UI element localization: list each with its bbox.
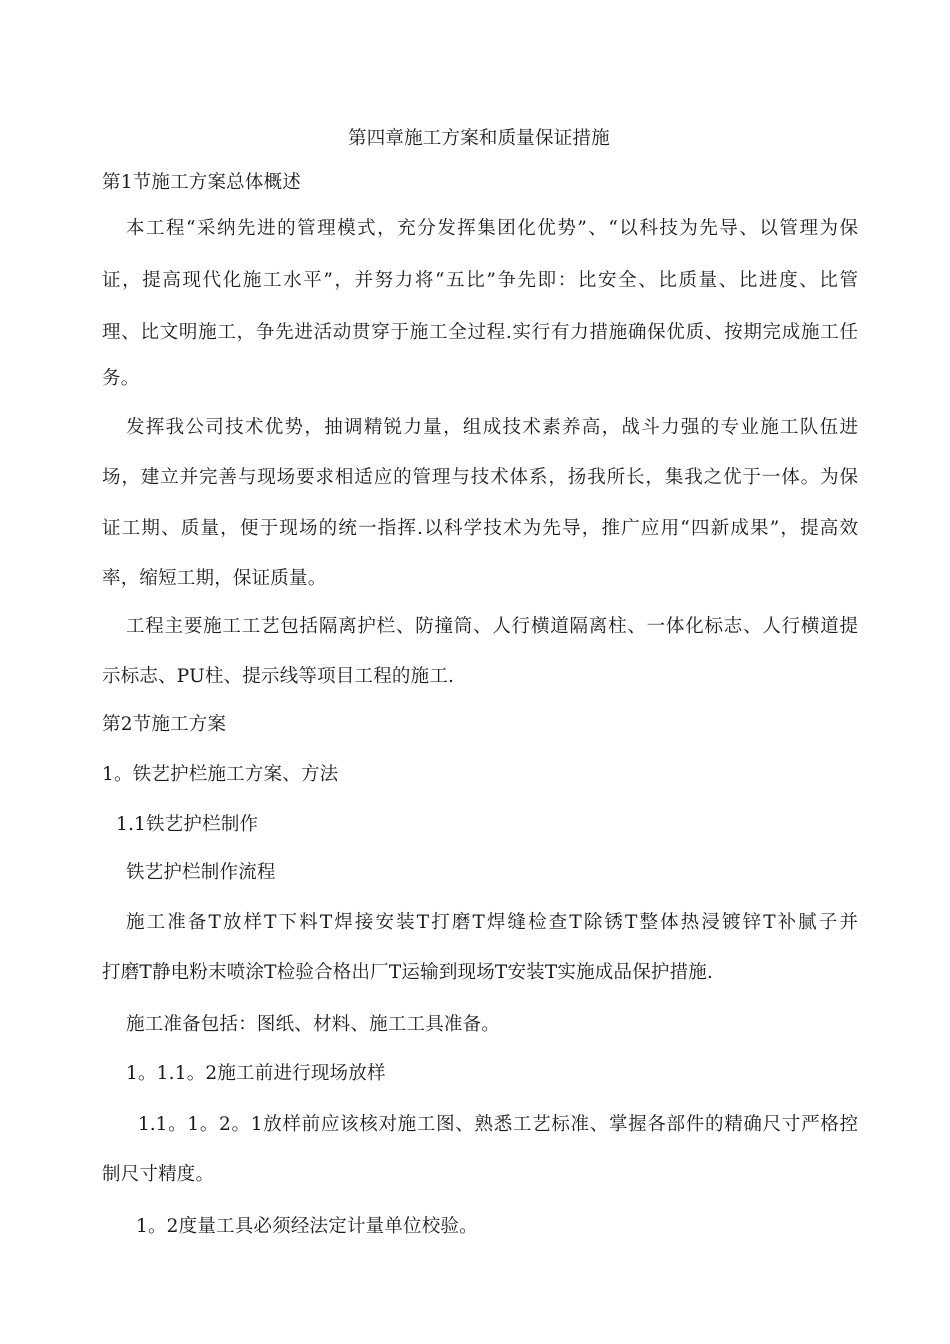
para3-line1: 工程主要施工工艺包括隔离护栏、防撞筒、人行横道隔离柱、一体化标志、人行横道提 (126, 616, 858, 637)
section-2-heading: 第2节施工方案 (102, 714, 227, 735)
chapter-title: 第四章施工方案和质量保证措施 (348, 128, 610, 149)
flow-text-line2: 打磨T静电粉末喷涂T检验合格出厂T运输到现场T安装T实施成品保护措施. (102, 962, 714, 983)
para1-line2: 证，提高现代化施工水平”，并努力将“五比”争先即：比安全、比质量、比进度、比管 (102, 270, 858, 291)
para2-line1: 发挥我公司技术优势，抽调精锐力量，组成技术素养高，战斗力强的专业施工队伍进 (126, 417, 858, 438)
prep-text: 施工准备包括：图纸、材料、施工工具准备。 (126, 1014, 501, 1035)
para1-line3: 理、比文明施工，争先进活动贯穿于施工全过程.实行有力措施确保优质、按期完成施工任 (102, 322, 858, 343)
section-1-heading: 第1节施工方案总体概述 (102, 172, 301, 193)
flow-text-line1: 施工准备T放样T下料T焊接安装T打磨T焊缝检查T除锈T整体热浸镀锌T补腻子并 (126, 912, 858, 933)
flow-title: 铁艺护栏制作流程 (126, 862, 276, 883)
para1-line1: 本工程“采纳先进的管理模式，充分发挥集团化优势”、“以科技为先导、以管理为保 (126, 218, 858, 239)
para2-line3: 证工期、质量，便于现场的统一指挥.以科学技术为先导，推广应用“四新成果”，提高效 (102, 518, 858, 539)
para1-line4: 务。 (102, 368, 140, 389)
item-1-1-1-2-1-line1: 1.1。1。2。1放样前应该核对施工图、熟悉工艺标准、掌握各部件的精确尺寸严格控 (138, 1114, 858, 1135)
para2-line4: 率，缩短工期，保证质量。 (102, 568, 327, 589)
item-1-1-1-2: 1。1.1。2施工前进行现场放样 (126, 1063, 386, 1084)
item-1-2: 1。2度量工具必须经法定计量单位校验。 (136, 1216, 478, 1237)
para3-line2: 示标志、PU柱、提示线等项目工程的施工. (102, 666, 455, 687)
para2-line2: 场，建立并完善与现场要求相适应的管理与技术体系，扬我所长，集我之优于一体。为保 (102, 467, 858, 488)
item-1-heading: 1。铁艺护栏施工方案、方法 (102, 764, 339, 785)
item-1-1-heading: 1.1铁艺护栏制作 (116, 814, 259, 835)
item-1-1-1-2-1-line2: 制尺寸精度。 (102, 1164, 215, 1185)
